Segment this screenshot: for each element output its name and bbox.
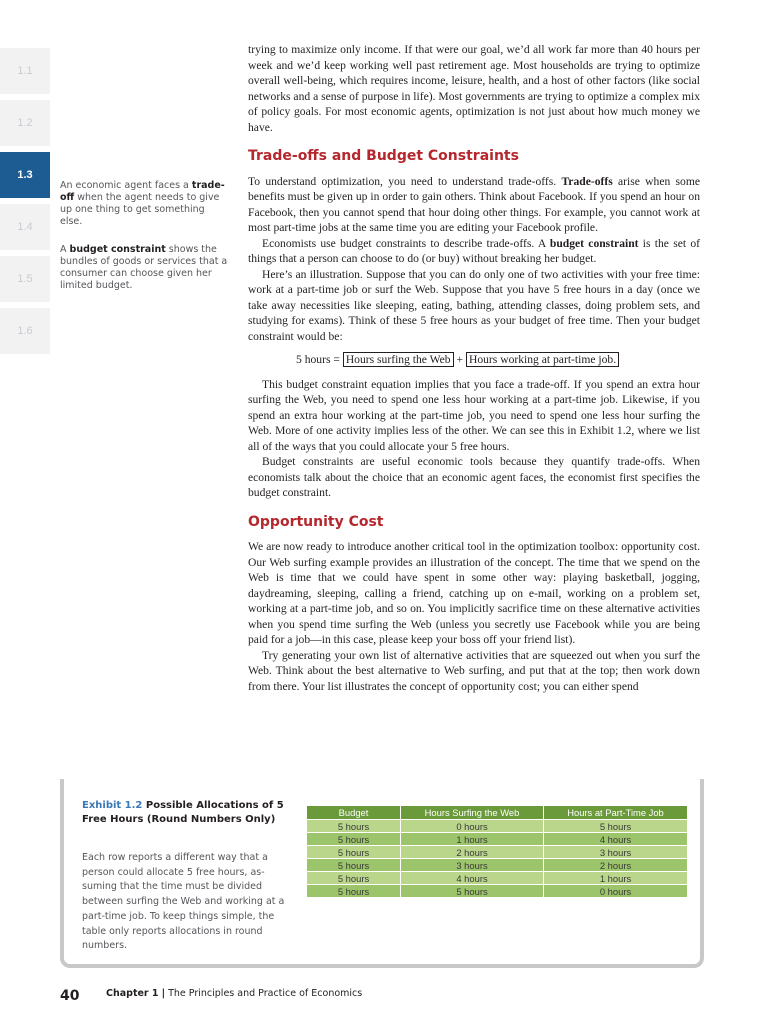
table-cell: 2 hours <box>401 846 544 859</box>
main-text <box>248 42 700 694</box>
heading-trade-offs: Trade-offs and Budget Constraints <box>248 148 519 164</box>
equation-term-surfing: Hours surfing the Web <box>343 352 454 367</box>
equation-lhs: 5 hours = <box>296 353 340 366</box>
key-term: budget constraint <box>549 236 639 250</box>
table-row <box>307 885 688 898</box>
table-cell: 4 hours <box>544 833 688 846</box>
tab-1-2[interactable]: 1.2 <box>0 100 50 146</box>
tab-1-6[interactable]: 1.6 <box>0 308 50 354</box>
equation-plus: + <box>456 353 464 366</box>
tab-1-4[interactable]: 1.4 <box>0 204 50 250</box>
text: To understand optimization, you need to understand trade-offs. <box>248 174 562 188</box>
table-cell: 0 hours <box>401 820 544 833</box>
paragraph <box>248 174 700 236</box>
section-tabs <box>0 48 50 360</box>
sidenote-text: shows the bundles of goods or services that a consumer can choose given her limited budget. <box>60 244 228 291</box>
table-cell: 4 hours <box>401 872 544 885</box>
table-cell: 5 hours <box>307 885 401 898</box>
sidenote-trade-off <box>60 180 228 228</box>
table-cell: 3 hours <box>401 859 544 872</box>
heading-opportunity-cost: Opportunity Cost <box>248 513 384 530</box>
exhibit-description: Each row reports a different way that a person could allocate 5 free hours, assuming that the time must be divided between surfing the Web and working at a part-time job. To keep things simple, the table only reports allocations in round numbers. <box>82 852 285 952</box>
table-cell: 5 hours <box>401 885 544 898</box>
sidenote-term: trade-off <box>60 180 225 203</box>
table-row <box>307 820 688 833</box>
table-cell: 1 hours <box>401 833 544 846</box>
tab-1-5[interactable]: 1.5 <box>0 256 50 302</box>
allocation-table <box>306 805 688 898</box>
equation-term-working: Hours working at part-time job. <box>466 352 619 367</box>
text: arise when some benefits must be given up in order to gain others. Think about Facebook. If you spend an hour on Facebook, then you cannot spend that hour doing other things. For example, you cannot work at most part-time jobs at the same time you are editing your Facebook profile. <box>248 174 700 234</box>
sidenote-text: A <box>60 244 70 255</box>
table-cell: 5 hours <box>307 872 401 885</box>
table-cell: 5 hours <box>307 846 401 859</box>
chapter-title: The Principles and Practice of Economics <box>168 988 363 999</box>
table-row <box>307 833 688 846</box>
text: is the set of things that a person can choose to do (or buy) without breaking her budget. <box>248 236 700 265</box>
table-cell: 5 hours <box>307 859 401 872</box>
table-cell: 5 hours <box>307 833 401 846</box>
table-cell: 1 hours <box>544 872 688 885</box>
page-footer <box>60 985 363 1004</box>
table-row <box>307 872 688 885</box>
budget-equation <box>296 352 700 368</box>
intro-paragraph: trying to maximize only income. If that were our goal, we’d all work far more than 40 hours per week and we’d keep working well past retirement age. Most households are trying to optimize overall well-being, which requires income, leisure, health, and a host of other factors (like social networks and a sense of purpose in life). Most governments are trying to optimize a complex mix of policy goals. For most economic agents, optimization is not just about how much money we have. <box>248 43 700 134</box>
running-footer <box>106 988 362 999</box>
table-cell: 5 hours <box>544 820 688 833</box>
table-cell: 5 hours <box>307 820 401 833</box>
page-number: 40 <box>60 988 80 1004</box>
exhibit-box <box>60 779 704 968</box>
column-header-part-time: Hours at Part-Time Job <box>544 806 688 820</box>
exhibit-number: Exhibit 1.2 <box>82 800 143 811</box>
footer-separator: | <box>161 988 166 999</box>
column-header-budget: Budget <box>307 806 401 820</box>
sidenote-term: budget constraint <box>69 244 166 255</box>
chapter-label: Chapter 1 <box>106 988 159 999</box>
paragraph: Here’s an illustration. Suppose that you can do only one of two activities with your free time: work at a part-time job or surf the Web. Suppose that you have 5 free hours in a day (once we take away necessities like sleeping, eating, bathing, attending classes, doing problem sets, and studying for exams). Think of these 5 free hours as your budget of free time. Then your budget constraint would be: <box>248 267 700 343</box>
table-row <box>307 859 688 872</box>
paragraph: Budget constraints are useful economic tools because they quantify trade-offs. When economists talk about the choice that an economic agent faces, the economist first specifies the budget constraint. <box>248 455 700 499</box>
table-header-row <box>307 806 688 820</box>
text: Economists use budget constraints to describe trade-offs. A <box>262 236 550 250</box>
table-row <box>307 846 688 859</box>
paragraph <box>248 236 700 267</box>
table-cell: 0 hours <box>544 885 688 898</box>
sidenote-text: when the agent needs to give up one thing to get something else. <box>60 192 220 227</box>
key-term: Trade-offs <box>561 174 613 188</box>
paragraph: This budget constraint equation implies that you face a trade-off. If you spend an extra hour surfing the Web, you need to spend one less hour working at a part-time job. Likewise, if you spend an extra hour working at the part-time job, you need to spend one less hour surfing the Web. More of one activity implies less of the other. We can see this in Exhibit 1.2, where we list all of the ways that you could allocate your 5 free hours. <box>248 377 700 453</box>
table-cell: 2 hours <box>544 859 688 872</box>
column-header-surfing: Hours Surfing the Web <box>401 806 544 820</box>
tab-1-1[interactable]: 1.1 <box>0 48 50 94</box>
sidenote-budget-constraint <box>60 244 228 292</box>
paragraph: We are now ready to introduce another critical tool in the optimization toolbox: opportunity cost. Our Web surfing example provides an illustration of the concept. The time that we spend on the Web is time that we could have spent in some other way: playing basketball, jogging, daydreaming, sleeping, calling a friend, catching up on e-mail, working on a problem set, working at a part-time job, and so on. You implicitly sacrifice time on these alternative activities when you spend time surfing the Web (unless you secretly use Facebook while you are being paid for a job—in this case, please keep your boss off your friend list). <box>248 540 700 646</box>
table-cell: 3 hours <box>544 846 688 859</box>
sidenote-text: An economic agent faces a <box>60 180 192 191</box>
paragraph: Try generating your own list of alternative activities that are squeezed out when you surf the Web. Think about the best alternative to Web surfing, and put that at the top; then work down from there. Your list illustrates the concept of opportunity cost; you can either spend <box>248 648 700 693</box>
exhibit-caption <box>82 799 294 827</box>
tab-1-3[interactable]: 1.3 <box>0 152 50 198</box>
exhibit-title: Possible Allocations of 5 Free Hours (Round Numbers Only) <box>82 800 284 825</box>
